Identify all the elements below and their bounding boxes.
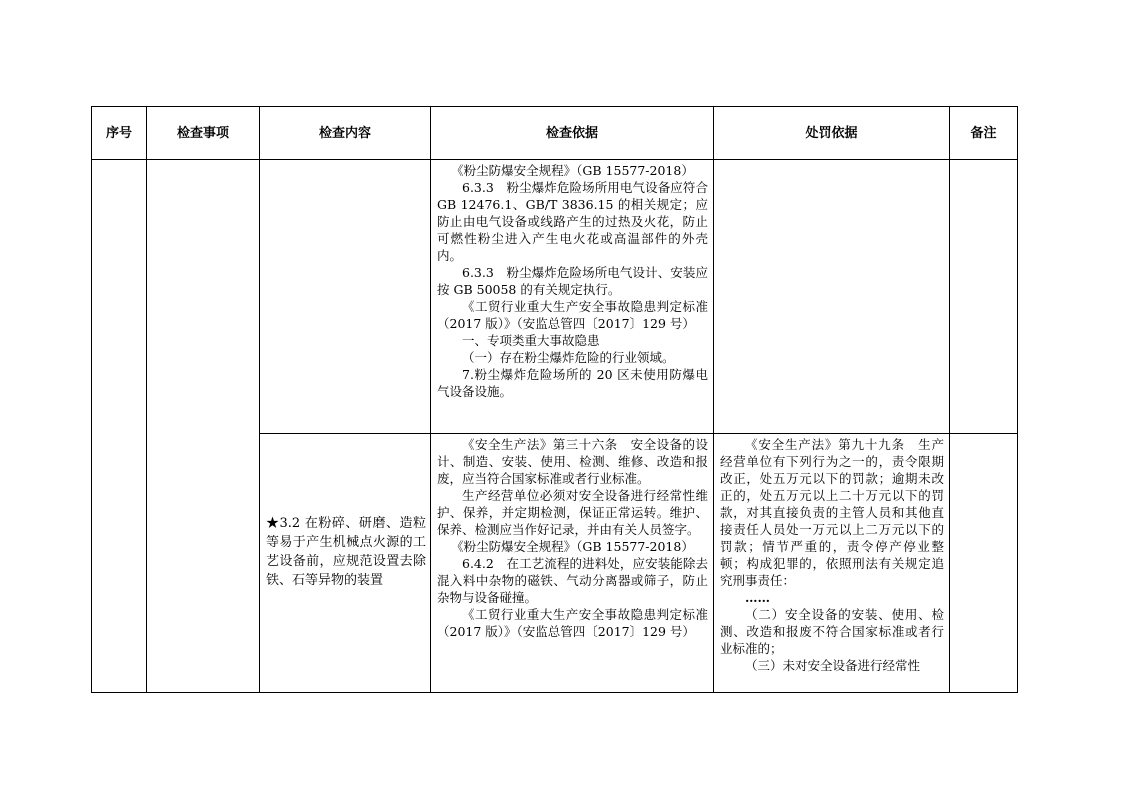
header-penalty: 处罚依据	[714, 107, 950, 160]
content-cell	[260, 160, 431, 433]
penalty-line: ……	[745, 589, 770, 605]
basis-line: 6.3.3 粉尘爆炸危险场所电气设计、安装应按 GB 50058 的有关规定执行。	[437, 265, 708, 298]
basis-line: 6.3.3 粉尘爆炸危险场所用电气设备应符合 GB 12476.1、GB/T 3836.15 的相关规定；应防止由电气设备或线路产生的过热及火花，防止可燃性粉尘进入产生电火花或高温部件的外壳内。	[437, 180, 708, 264]
inspection-table	[91, 106, 1018, 693]
basis-line: 7.粉尘爆炸危险场所的 20 区未使用防爆电气设备设施。	[437, 367, 708, 400]
basis-line: 6.4.2 在工艺流程的进料处，应安装能除去混入料中杂物的磁铁、气动分离器或筛子，防止杂物与设备碰撞。	[437, 555, 708, 605]
header-row	[92, 107, 1018, 160]
table-row	[92, 160, 1018, 433]
penalty-cell	[714, 433, 950, 692]
basis-line: 《安全生产法》第三十六条 安全设备的设计、制造、安装、使用、检测、维修、改造和报废，应当符合国家标准或者行业标准。	[437, 436, 708, 486]
basis-line: 生产经营单位必须对安全设备进行经常性维护、保养，并定期检测，保证正常运转。维护、保养、检测应当作好记录，并由有关人员签字。	[437, 487, 708, 537]
basis-line: 《粉尘防爆安全规程》（GB 15577-2018）	[451, 538, 694, 554]
penalty-line: （三）未对安全设备进行经常性	[745, 657, 921, 673]
remark-cell	[950, 433, 1018, 692]
seq-cell	[92, 160, 147, 693]
content-text: ★3.2 在粉碎、研磨、造粒等易于产生机械点火源的工艺设备前，应规范设置去除铁、石等异物的装置	[266, 515, 426, 588]
basis-line: （一）存在粉尘爆炸危险的行业领域。	[462, 350, 675, 366]
remark-cell	[950, 160, 1018, 433]
inspection-table-page	[91, 106, 1017, 693]
header-remark: 备注	[950, 107, 1018, 160]
basis-line: 《工贸行业重大生产安全事故隐患判定标准（2017 版）》（安监总管四〔2017〕129 号）	[437, 299, 708, 332]
header-content: 检查内容	[260, 107, 431, 160]
basis-line: 《工贸行业重大生产安全事故隐患判定标准（2017 版）》（安监总管四〔2017〕129 号）	[437, 606, 708, 639]
item-cell	[147, 160, 260, 693]
penalty-line: 《安全生产法》第九十九条 生产经营单位有下列行为之一的，责令限期改正，处五万元以下的罚款；逾期未改正的，处五万元以上二十万元以下的罚款，对其直接负责的主管人员和其他直接责任人员处一万元以上二万元以下的罚款；情节严重的，责令停产停业整顿；构成犯罪的，依照刑法有关规定追究刑事责任：	[720, 436, 944, 588]
penalty-cell	[714, 160, 950, 433]
basis-line: 一、专项类重大事故隐患	[462, 333, 600, 349]
header-seq: 序号	[92, 107, 147, 160]
header-item: 检查事项	[147, 107, 260, 160]
penalty-line: （二）安全设备的安装、使用、检测、改造和报废不符合国家标准或者行业标准的；	[720, 606, 944, 656]
basis-cell	[431, 433, 714, 692]
basis-line: 《粉尘防爆安全规程》（GB 15577-2018）	[451, 163, 694, 179]
header-basis: 检查依据	[431, 107, 714, 160]
basis-cell	[431, 160, 714, 433]
content-cell	[260, 433, 431, 692]
